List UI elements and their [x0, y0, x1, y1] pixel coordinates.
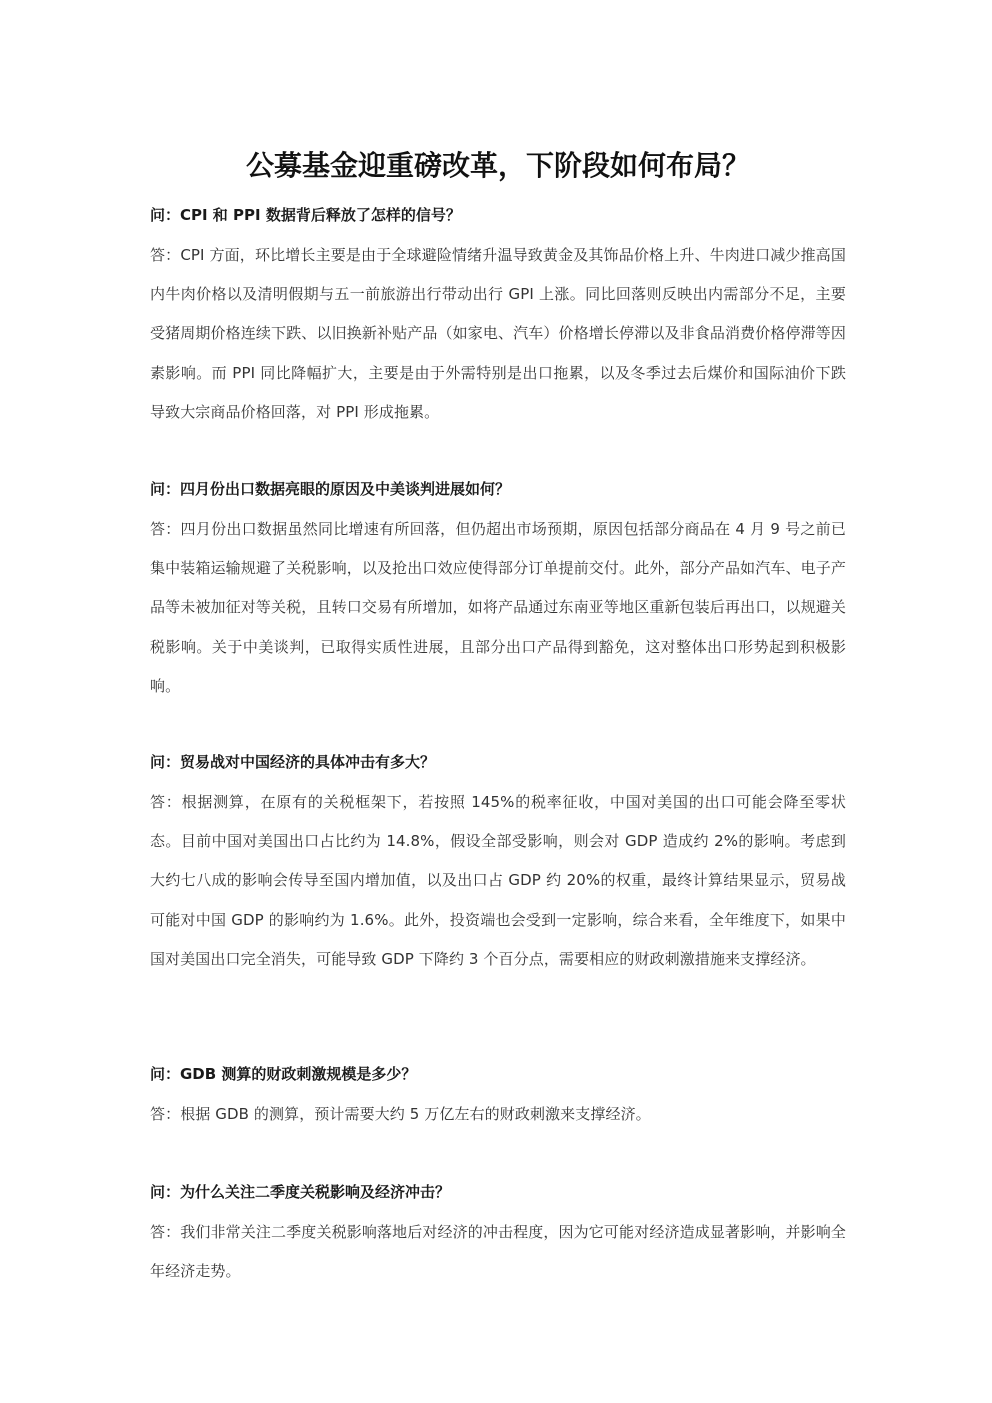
- qa-section: [150, 1064, 846, 1134]
- question-heading: 问：四月份出口数据亮眼的原因及中美谈判进展如何？: [150, 480, 511, 498]
- answer-paragraph: 答：四月份出口数据虽然同比增速有所回落，但仍超出市场预期，原因包括部分商品在 4 月 9 号之前已集中装箱运输规避了关税影响，以及抢出口效应使得部分订单提前交付。此外，部分产品如汽车、电子产品等未被加征对等关税，且转口交易有所增加，如将产品通过东南亚等地区重新包装后再出口，以规避关税影响。关于中美谈判，已取得实质性进展，且部分出口产品得到豁免，这对整体出口形势起到积极影响。: [150, 520, 846, 695]
- qa-section: [150, 752, 846, 979]
- question-heading: 问：贸易战对中国经济的具体冲击有多大？: [150, 753, 436, 771]
- question-heading: 问：GDB 测算的财政刺激规模是多少？: [150, 1065, 417, 1083]
- answer-paragraph: 答：根据测算，在原有的关税框架下，若按照 145%的税率征收，中国对美国的出口可能会降至零状态。目前中国对美国出口占比约为 14.8%，假设全部受影响，则会对 GDP 造成约 2%的影响。考虑到大约七八成的影响会传导至国内增加值，以及出口占 GDP 约 20%的权重，最终计算结果显示，贸易战可能对中国 GDP 的影响约为 1.6%。此外，投资端也会受到一定影响，综合来看，全年维度下，如果中国对美国出口完全消失，可能导致 GDP 下降约 3 个百分点，需要相应的财政刺激措施来支撑经济。: [150, 793, 846, 968]
- answer-paragraph: 答：CPI 方面，环比增长主要是由于全球避险情绪升温导致黄金及其饰品价格上升、牛肉进口减少推高国内牛肉价格以及清明假期与五一前旅游出行带动出行 GPI 上涨。同比回落则反映出内需部分不足，主要受猪周期价格连续下跌、以旧换新补贴产品（如家电、汽车）价格增长停滞以及非食品消费价格停滞等因素影响。而 PPI 同比降幅扩大，主要是由于外需特别是出口拖累，以及冬季过去后煤价和国际油价下跌导致大宗商品价格回落，对 PPI 形成拖累。: [150, 246, 846, 421]
- qa-section: [150, 1182, 846, 1291]
- answer-paragraph: 答：我们非常关注二季度关税影响落地后对经济的冲击程度，因为它可能对经济造成显著影响，并影响全年经济走势。: [150, 1223, 846, 1281]
- qa-section: [150, 479, 846, 706]
- answer-paragraph: 答：根据 GDB 的测算，预计需要大约 5 万亿左右的财政刺激来支撑经济。: [150, 1105, 651, 1123]
- qa-section: [150, 205, 846, 432]
- question-heading: 问：为什么关注二季度关税影响及经济冲击？: [150, 1183, 451, 1201]
- question-heading: 问：CPI 和 PPI 数据背后释放了怎样的信号？: [150, 206, 461, 224]
- document-title: 公募基金迎重磅改革，下阶段如何布局？: [245, 149, 750, 182]
